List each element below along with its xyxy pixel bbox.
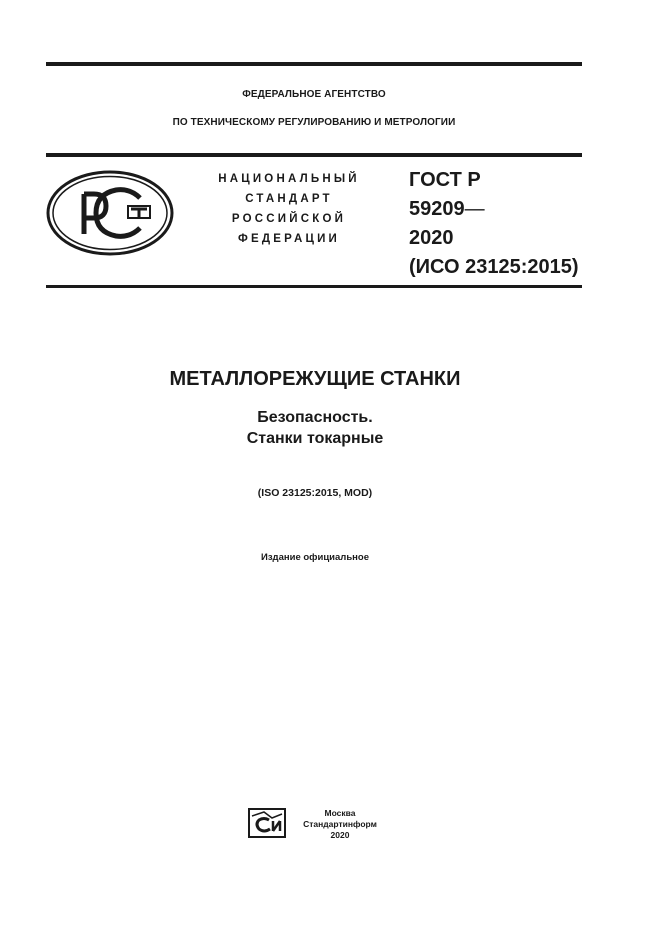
- header-rule: [46, 153, 582, 157]
- national-standard-line-3: РОССИЙСКОЙ: [231, 213, 347, 225]
- block-rule: [46, 285, 582, 288]
- iso-mod-reference: (ISO 23125:2015, MOD): [257, 487, 373, 499]
- gost-prefix: ГОСТ Р: [409, 169, 481, 191]
- agency-line-2: ПО ТЕХНИЧЕСКОМУ РЕГУЛИРОВАНИЮ И МЕТРОЛОГИИ: [172, 117, 456, 128]
- publisher-year: 2020: [330, 830, 350, 840]
- gost-number-line: [409, 197, 485, 221]
- publisher-name: Стандартинформ: [303, 819, 377, 829]
- national-standard-line-1: НАЦИОНАЛЬНЫЙ: [218, 173, 360, 185]
- iso-reference: (ИСО 23125:2015): [409, 256, 579, 278]
- document-title: МЕТАЛЛОРЕЖУЩИЕ СТАНКИ: [169, 368, 461, 390]
- document-subtitle-line-2: Станки токарные: [246, 430, 384, 447]
- national-standard-line-2: СТАНДАРТ: [245, 193, 333, 205]
- gost-year: 2020: [409, 227, 454, 249]
- edition-label: Издание официальное: [261, 552, 369, 563]
- document-subtitle-line-1: Безопасность.: [257, 409, 373, 426]
- gost-r-certification-logo: [46, 170, 174, 256]
- standartinform-logo: [248, 808, 286, 838]
- agency-line-1: ФЕДЕРАЛЬНОЕ АГЕНТСТВО: [242, 89, 386, 100]
- gost-dash: —: [464, 198, 485, 220]
- top-rule: [46, 62, 582, 66]
- national-standard-line-4: ФЕДЕРАЦИИ: [237, 233, 341, 245]
- publisher-city: Москва: [324, 808, 356, 818]
- gost-number: 59209: [409, 198, 465, 220]
